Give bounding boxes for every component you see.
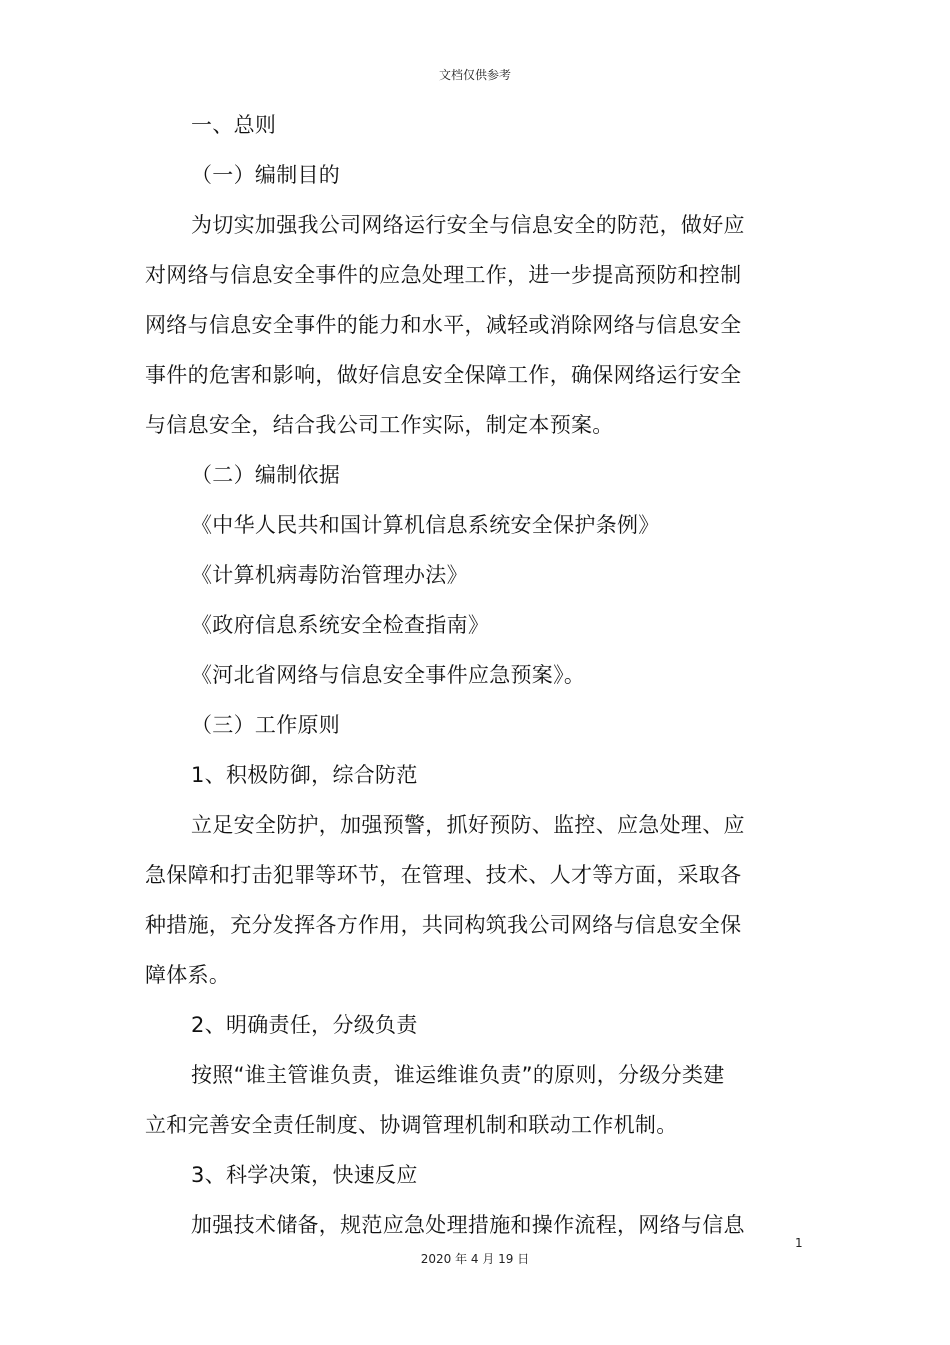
- reference-item: 《中华人民共和国计算机信息系统安全保护条例》: [191, 513, 660, 537]
- paragraph: 立足安全防护，加强预警，抓好预防、监控、应急处理、应急保障和打击犯罪等环节，在管理、技术、人才等方面，采取各种措施，充分发挥各方作用，共同构筑我公司网络与信息安全保障体系。: [145, 813, 745, 987]
- paragraph: 为切实加强我公司网络运行安全与信息安全的防范，做好应对网络与信息安全事件的应急处理工作，进一步提高预防和控制网络与信息安全事件的能力和水平，减轻或消除网络与信息安全事件的危害和影响，做好信息安全保障工作，确保网络运行安全与信息安全，结合我公司工作实际，制定本预案。: [145, 213, 745, 437]
- principle-title: 3、科学决策，快速反应: [191, 1163, 418, 1187]
- paragraph: 加强技术储备，规范应急处理措施和操作流程，网络与信息: [191, 1213, 745, 1237]
- subsection-heading: （一）编制目的: [191, 163, 341, 187]
- reference-item: 《河北省网络与信息安全事件应急预案》。: [191, 663, 586, 687]
- reference-item: 《政府信息系统安全检查指南》: [191, 613, 490, 637]
- subsection-heading: （二）编制依据: [191, 463, 341, 487]
- page-number: 1: [795, 1236, 803, 1250]
- principle-title: 1、积极防御，综合防范: [191, 763, 418, 787]
- principle-title: 2、明确责任，分级负责: [191, 1013, 418, 1037]
- footer-date: 2020 年 4 月 19 日: [420, 1252, 530, 1266]
- paragraph: 按照“谁主管谁负责，谁运维谁负责”的原则，分级分类建立和完善安全责任制度、协调管理机制和联动工作机制。: [145, 1063, 725, 1137]
- document-body: [145, 100, 745, 1250]
- section-heading: 一、总则: [191, 113, 277, 137]
- page-header: 文档仅供参考: [438, 68, 511, 82]
- reference-item: 《计算机病毒防治管理办法》: [191, 563, 468, 587]
- subsection-heading: （三）工作原则: [191, 713, 341, 737]
